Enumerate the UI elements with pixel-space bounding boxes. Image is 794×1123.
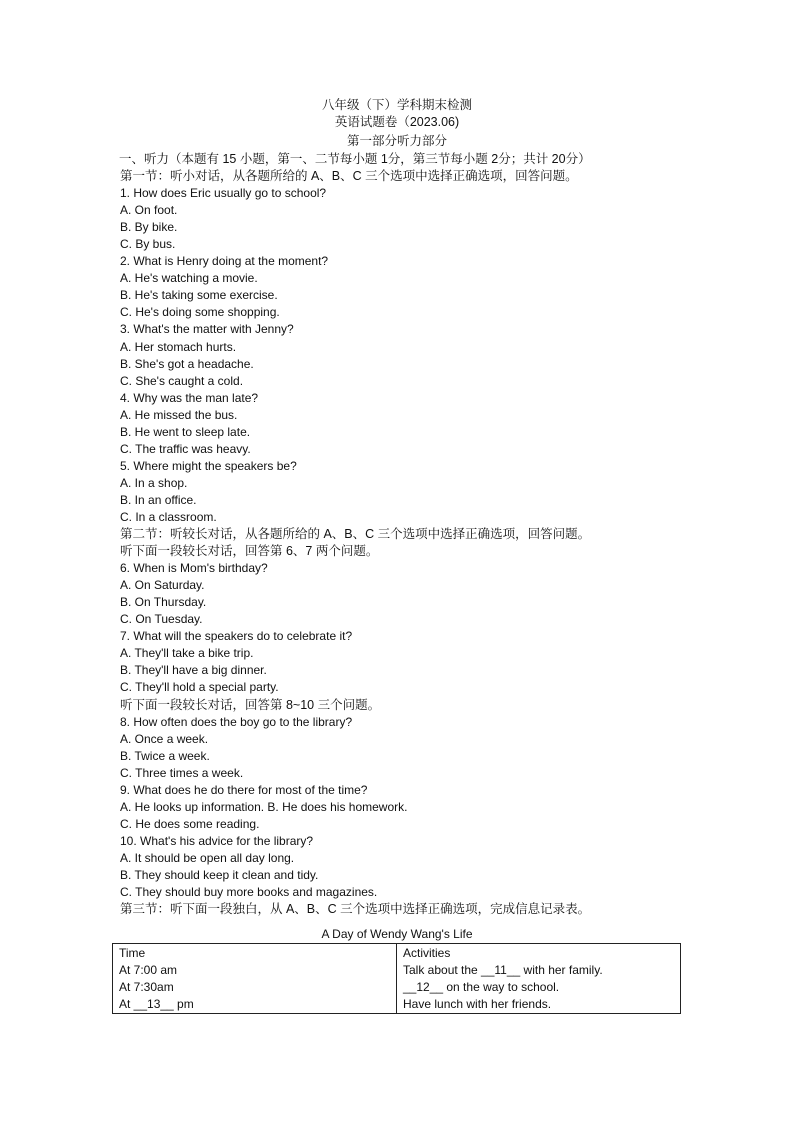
answer-option: C. They should buy more books and magazines.: [120, 885, 378, 900]
answer-option: C. He's doing some shopping.: [120, 305, 280, 320]
question-text: 8. How often does the boy go to the library?: [120, 714, 353, 729]
answer-option: B. They should keep it clean and tidy.: [120, 867, 319, 882]
activities-column-cell: [397, 944, 681, 1014]
answer-option: A. It should be open all day long.: [120, 850, 295, 865]
answer-option: C. They'll hold a special party.: [120, 680, 279, 695]
answer-option: A. Once a week.: [120, 731, 209, 746]
exam-subtitle: 英语试题卷（2023.06): [334, 115, 460, 129]
activity-cell: Talk about the __11__ with her family.: [403, 963, 603, 977]
question-text: 5. Where might the speakers be?: [120, 458, 297, 473]
exam-title: 八年级（下）学科期末检测: [321, 98, 472, 112]
section-instruction: 听下面一段较长对话，回答第 6、7 两个问题。: [120, 544, 379, 559]
answer-option: C. In a classroom.: [120, 509, 217, 524]
answer-option: C. He does some reading.: [120, 816, 260, 831]
question-text: 7. What will the speakers do to celebrate it?: [120, 629, 353, 644]
answer-option: C. On Tuesday.: [120, 612, 203, 627]
answer-option: B. They'll have a big dinner.: [120, 663, 267, 678]
time-header: Time: [119, 946, 146, 960]
answer-option: B. By bike.: [120, 220, 178, 235]
table-row: [113, 944, 681, 1014]
answer-option: A. On foot.: [120, 203, 178, 218]
question-text: 9. What does he do there for most of the time?: [120, 782, 368, 797]
answer-option: B. On Thursday.: [120, 595, 207, 610]
listening-section: [120, 151, 720, 918]
answer-option: A. He looks up information. B. He does his homework.: [120, 799, 408, 814]
answer-option: C. Three times a week.: [120, 765, 244, 780]
answer-option: A. He's watching a movie.: [120, 271, 258, 286]
section-instruction: 第三节：听下面一段独白，从 A、B、C 三个选项中选择正确选项，完成信息记录表。: [120, 902, 591, 917]
answer-option: A. He missed the bus.: [120, 407, 238, 422]
answer-option: A. Her stomach hurts.: [120, 339, 237, 354]
answer-option: A. On Saturday.: [120, 578, 205, 593]
section-instruction: 第二节：听较长对话，从各题所给的 A、B、C 三个选项中选择正确选项，回答问题。: [120, 527, 591, 542]
part-heading: 第一部分听力部分: [346, 134, 447, 148]
question-text: 2. What is Henry doing at the moment?: [120, 254, 329, 269]
question-text: 6. When is Mom's birthday?: [120, 561, 268, 576]
answer-option: B. She's got a headache.: [120, 356, 254, 371]
time-column-cell: [113, 944, 397, 1014]
question-text: 10. What's his advice for the library?: [120, 833, 314, 848]
activities-header: Activities: [403, 946, 451, 960]
activity-cell: __12__ on the way to school.: [403, 980, 560, 994]
section-instruction: 第一节：听小对话，从各题所给的 A、B、C 三个选项中选择正确选项，回答问题。: [120, 169, 578, 184]
answer-option: B. He's taking some exercise.: [120, 288, 278, 303]
section-instruction: 听下面一段较长对话，回答第 8~10 三个问题。: [120, 697, 381, 712]
answer-option: A. They'll take a bike trip.: [120, 646, 254, 661]
time-cell: At 7:00 am: [119, 963, 178, 977]
answer-option: C. By bus.: [120, 237, 176, 252]
answer-option: C. She's caught a cold.: [120, 373, 244, 388]
answer-option: C. The traffic was heavy.: [120, 441, 251, 456]
time-cell: At 7:30am: [119, 980, 174, 994]
info-record-table: [112, 943, 681, 1014]
section-instruction: 一、听力（本题有 15 小题，第一、二节每小题 1分，第三节每小题 2分；共计 20分）: [119, 152, 591, 166]
table-title: A Day of Wendy Wang's Life: [321, 927, 473, 941]
question-text: 4. Why was the man late?: [120, 390, 259, 405]
time-cell: At __13__ pm: [119, 997, 194, 1011]
answer-option: B. Twice a week.: [120, 748, 210, 763]
question-text: 1. How does Eric usually go to school?: [120, 186, 327, 201]
answer-option: B. He went to sleep late.: [120, 424, 251, 439]
answer-option: B. In an office.: [120, 492, 197, 507]
question-text: 3. What's the matter with Jenny?: [120, 322, 294, 337]
activity-cell: Have lunch with her friends.: [403, 997, 552, 1011]
answer-option: A. In a shop.: [120, 475, 188, 490]
